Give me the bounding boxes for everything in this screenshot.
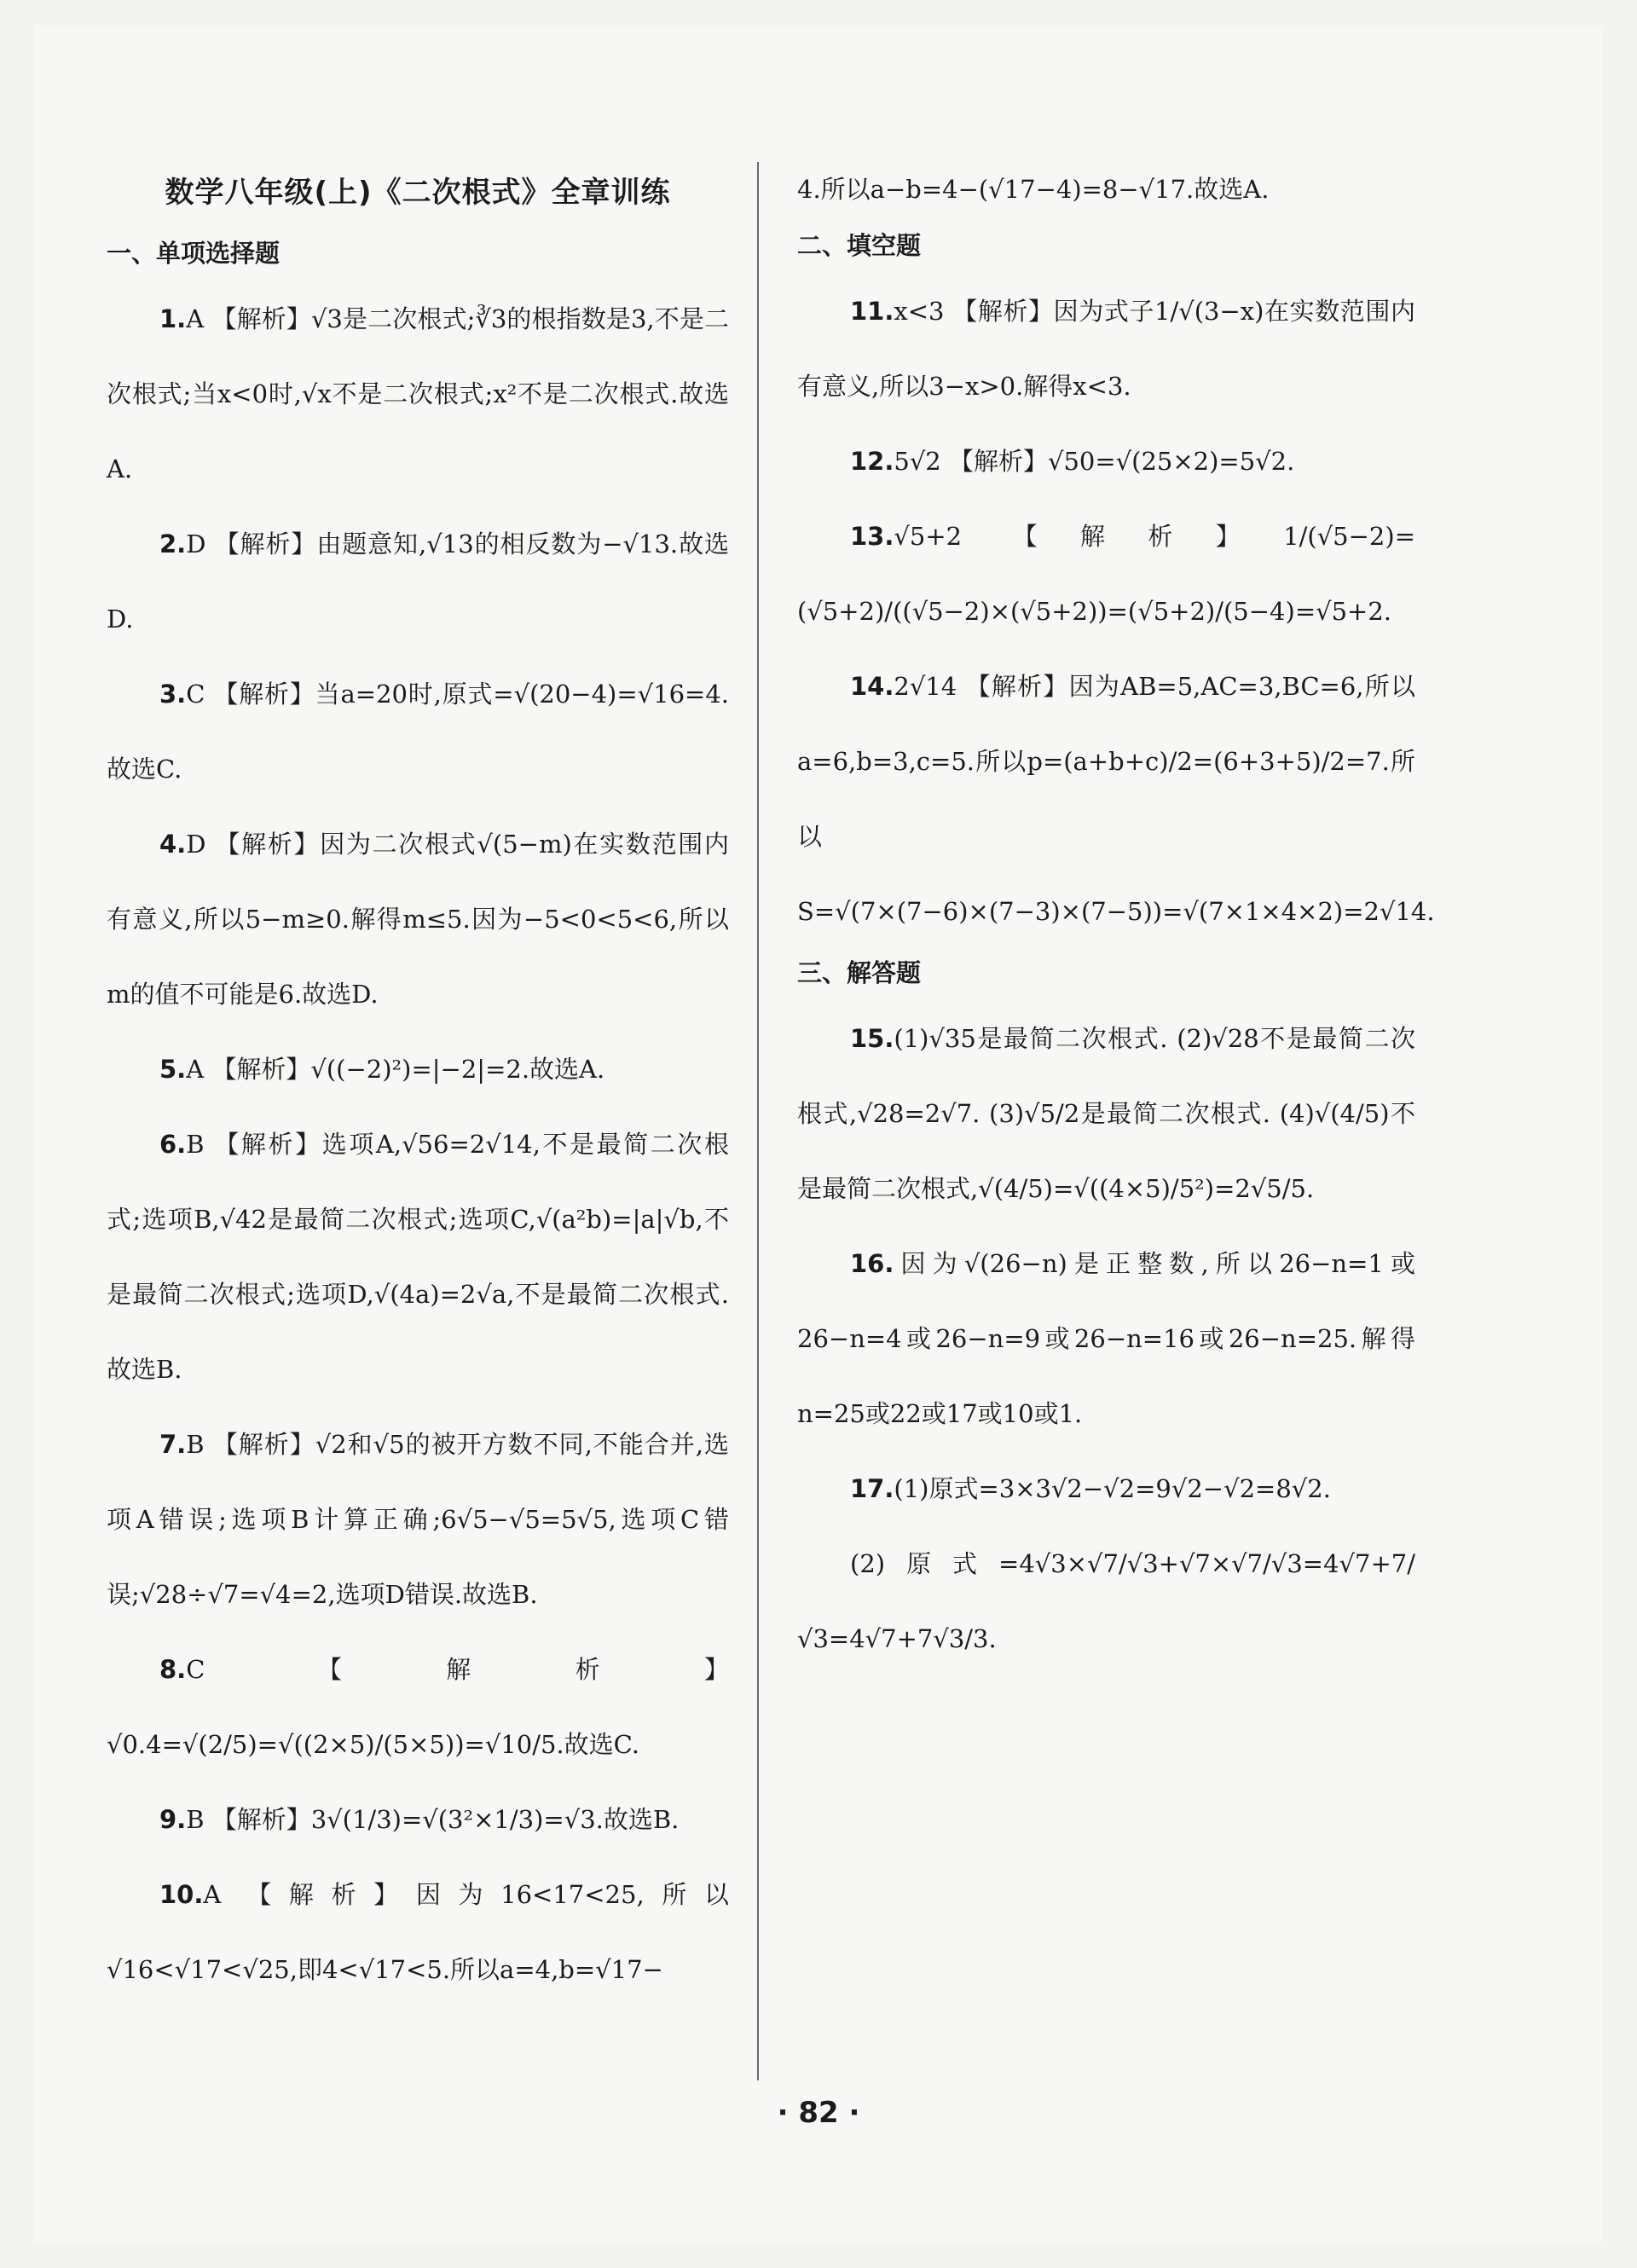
answer-item xyxy=(107,1632,729,1782)
continued-text: 4.所以a−b=4−(√17−4)=8−√17.故选A. xyxy=(797,175,1270,204)
item-number: 4. xyxy=(159,830,187,859)
column-divider xyxy=(757,162,759,2080)
answer-item xyxy=(107,1032,729,1107)
item-text: D 【解析】由题意知,√13的相反数为−√13.故选D. xyxy=(107,529,729,634)
answer-item xyxy=(107,1782,729,1857)
item-text: 2√14 【解析】因为AB=5,AC=3,BC=6,所以a=6,b=3,c=5.所以p=(a+b+c)/2=(6+3+5)/2=7.所以S=√(7×(7−6)×(7−3)×(7−5))=√(7×1×4×2)=2√14. xyxy=(797,672,1435,926)
left-column xyxy=(107,145,729,2007)
right-column xyxy=(797,145,1435,1676)
item-number: 13. xyxy=(850,522,894,551)
answer-item xyxy=(797,649,1435,949)
document-title: 数学八年级(上)《二次根式》全章训练 xyxy=(165,176,671,210)
item-text: B 【解析】3√(1/3)=√(3²×1/3)=√3.故选B. xyxy=(186,1805,680,1834)
answer-item xyxy=(797,499,1415,649)
answer-item xyxy=(107,657,729,807)
item-text: 因为√(26−n)是正整数,所以26−n=1或26−n=4或26−n=9或26−n=16或26−n=25.解得n=25或22或17或10或1. xyxy=(797,1249,1415,1428)
page-number: · 82 · xyxy=(777,2096,860,2130)
item-number: 9. xyxy=(159,1805,187,1834)
answer-item xyxy=(107,1407,729,1632)
item-number: 6. xyxy=(159,1130,187,1159)
item-number: 2. xyxy=(159,529,187,558)
item-number: 1. xyxy=(159,304,187,333)
item-number: 16. xyxy=(850,1249,894,1278)
item-text: A 【解析】√((−2)²)=|−2|=2.故选A. xyxy=(186,1055,605,1084)
answer-item xyxy=(797,274,1415,424)
answer-item xyxy=(107,281,729,506)
item-text: A 【解析】因为16<17<25,所以√16<√17<√25,即4<√17<5.所以a=4,b=√17− xyxy=(107,1880,729,1984)
answer-item xyxy=(797,424,1415,499)
item-number: 11. xyxy=(850,297,894,326)
section-heading-fill-in: 二、填空题 xyxy=(797,231,922,260)
section-heading-multiple-choice: 一、单项选择题 xyxy=(107,239,281,268)
item-text: √5+2 【解析】1/(√5−2)=(√5+2)/((√5−2)×(√5+2))=(√5+2)/(5−4)=√5+2. xyxy=(797,522,1415,626)
answer-item xyxy=(107,1857,729,2007)
item-text: B 【解析】选项A,√56=2√14,不是最简二次根式;选项B,√42是最简二次根式;选项C,√(a²b)=|a|√b,不是最简二次根式;选项D,√(4a)=2√a,不是最简二次根式.故选B. xyxy=(107,1130,729,1384)
section-heading-solutions: 三、解答题 xyxy=(797,958,922,987)
item-number: 10. xyxy=(159,1880,204,1909)
item-number: 7. xyxy=(159,1430,187,1459)
item-text: (1)原式=3×3√2−√2=9√2−√2=8√2. xyxy=(894,1474,1331,1503)
answer-item xyxy=(107,1107,729,1407)
item-text: x<3 【解析】因为式子1/√(3−x)在实数范围内有意义,所以3−x>0.解得x<3. xyxy=(797,297,1415,401)
answer-item xyxy=(107,807,729,1032)
item-number: 15. xyxy=(850,1024,894,1053)
item-text: A 【解析】√3是二次根式;∛3的根指数是3,不是二次根式;当x<0时,√x不是二次根式;x²不是二次根式.故选A. xyxy=(107,304,729,483)
item-text: B 【解析】√2和√5的被开方数不同,不能合并,选项A错误;选项B计算正确;6√5−√5=5√5,选项C错误;√28÷√7=√4=2,选项D错误.故选B. xyxy=(107,1430,729,1609)
item-number: 14. xyxy=(850,672,894,701)
item-number: 3. xyxy=(159,680,187,709)
answer-item xyxy=(107,506,729,657)
item-text: 5√2 【解析】√50=√(25×2)=5√2. xyxy=(894,447,1295,476)
item-text: C 【解析】当a=20时,原式=√(20−4)=√16=4.故选C. xyxy=(107,680,729,784)
item-number: 12. xyxy=(850,447,894,476)
item-text: (2)原式=4√3×√7/√3+√7×√7/√3=4√7+7/√3=4√7+7√3/3. xyxy=(797,1549,1415,1653)
item-text: D 【解析】因为二次根式√(5−m)在实数范围内有意义,所以5−m≥0.解得m≤5.因为−5<0<5<6,所以m的值不可能是6.故选D. xyxy=(107,830,729,1009)
item-number: 8. xyxy=(159,1655,187,1684)
item-text: (1)√35是最简二次根式. (2)√28不是最简二次根式,√28=2√7. (3)√5/2是最简二次根式. (4)√(4/5)不是最简二次根式,√(4/5)=√((4×5)/5²)=2√5/5. xyxy=(797,1024,1415,1203)
answer-item xyxy=(797,1451,1415,1526)
item-text: C 【解析】√0.4=√(2/5)=√((2×5)/(5×5))=√10/5.故选C. xyxy=(107,1655,729,1759)
answer-item xyxy=(797,1526,1415,1676)
item-number: 5. xyxy=(159,1055,187,1084)
answer-item xyxy=(797,1226,1415,1451)
answer-item xyxy=(797,1001,1415,1226)
item-number: 17. xyxy=(850,1474,894,1503)
